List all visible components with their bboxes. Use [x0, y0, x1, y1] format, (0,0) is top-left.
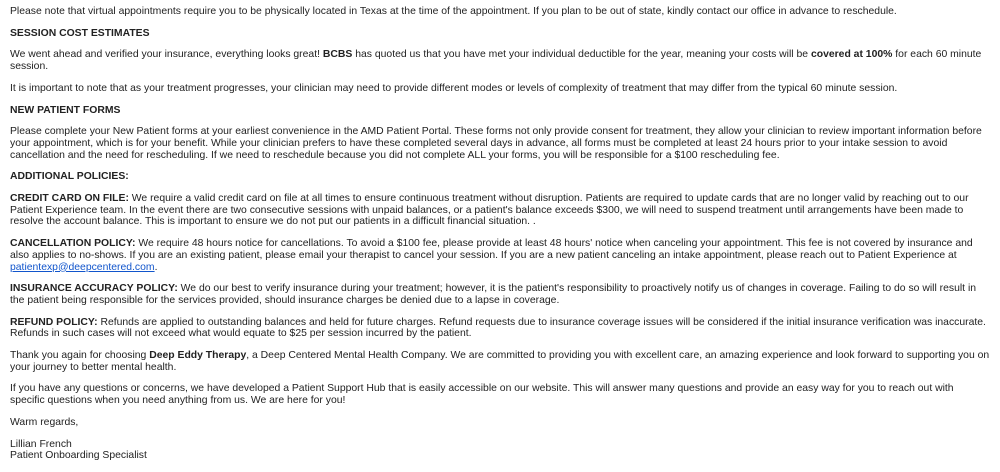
- cancellation-text: We require 48 hours notice for cancellations. To avoid a $100 fee, please provide at least 48 hours' notice when canceling your appointment. This fee is not covered by insurance and also applies to no-shows. If you are an existing patient, please email your therapist to cancel your session. If you are a new patient canceling an intake appointment, please reach out to Patient Experience at: [10, 238, 973, 261]
- thanks-text-b: , a Deep Centered Mental Health Company. We are committed to providing you with excellent care, an amazing experience and look forward to supporting you on your journey to better mental health.: [10, 350, 990, 373]
- insurance-accuracy-label: INSURANCE ACCURACY POLICY:: [10, 283, 178, 295]
- credit-card-label: CREDIT CARD ON FILE:: [10, 193, 129, 205]
- closing: Warm regards,: [10, 416, 79, 428]
- refund-policy: [10, 317, 990, 340]
- refund-text: Refunds are applied to outstanding balances and held for future charges. Refund requests due to insurance coverage issues will be considered if the initial insurance verification was inaccurate. Refunds in such cases will not exceed what would equate to $25 per session incurred by the patient.: [10, 316, 986, 340]
- session-cost-paragraph: [10, 49, 990, 72]
- insurance-accuracy-text: We do our best to verify insurance during your treatment; however, it is the patient's responsibility to proactively notify us of changes in coverage. Failing to do so will result in the patient being responsible for the services provided, should insurance charges be denied due to a lapse in coverage.: [10, 283, 977, 306]
- additional-policies-heading: ADDITIONAL POLICIES:: [10, 171, 129, 183]
- credit-card-text: We require a valid credit card on file at all times to ensure continuous treatment without disruption. Patients are required to update cards that are no longer valid by reaching out to our Patient Experience team. In the event there are two consecutive sessions with unpaid balances, or a patient's balance exceeds $300, we will need to suspend treatment until arrangements have been made to resolve the account balance. This is important to ensure we do not put our patients in a difficult financial situation. .: [10, 193, 969, 228]
- cancellation-policy: [10, 238, 990, 273]
- practice-name: Deep Eddy Therapy: [149, 350, 247, 362]
- coverage-amount: covered at 100%: [810, 49, 893, 61]
- new-patient-paragraph: Please complete your New Patient forms at your earliest convenience in the AMD Patient Portal. These forms not only provide consent for treatment, they allow your clinician to review important information before your appointment, which is for your benefit. While your clinician prefers to have these completed several days in advance, all forms must be completed at least 24 hours prior to your intake session to avoid cancellation and the need for rescheduling. If we need to reschedule because you did not complete ALL your forms, you will be responsible for a $100 rescheduling fee.: [10, 126, 982, 161]
- thanks-paragraph: [10, 350, 990, 373]
- cancellation-label: CANCELLATION POLICY:: [10, 238, 136, 250]
- signature-name: Lillian French: [10, 438, 72, 450]
- insurance-accuracy-policy: [10, 283, 990, 306]
- treatment-note-paragraph: It is important to note that as your treatment progresses, your clinician may need to provide different modes or levels of complexity of treatment that may differ from the typical 60 minute session.: [10, 82, 898, 94]
- session-cost-text-b: has quoted us that you have met your individual deductible for the year, meaning your costs will be: [352, 49, 811, 61]
- credit-card-policy: [10, 193, 990, 228]
- support-paragraph: If you have any questions or concerns, we have developed a Patient Support Hub that is easily accessible on our website. This will answer many questions and provide an easy way for you to reach out with specific questions when you need anything from us. We are here for you!: [10, 383, 954, 407]
- new-patient-heading: NEW PATIENT FORMS: [10, 104, 121, 116]
- patient-experience-email-link[interactable]: patientexp@deepcentered.com: [10, 261, 155, 273]
- thanks-text-a: Thank you again for choosing: [10, 350, 150, 362]
- session-cost-text-a: We went ahead and verified your insurance, everything looks great!: [10, 49, 323, 61]
- signature: [10, 439, 990, 462]
- session-cost-text-c: for each 60 minute session.: [10, 49, 982, 73]
- cancellation-end: .: [154, 261, 158, 273]
- signature-title: Patient Onboarding Specialist: [10, 450, 147, 462]
- intro-paragraph: Please note that virtual appointments require you to be physically located in Texas at the time of the appointment. If you plan to be out of state, kindly contact our office in advance to reschedule.: [10, 6, 897, 17]
- session-cost-heading: SESSION COST ESTIMATES: [10, 27, 150, 39]
- refund-label: REFUND POLICY:: [10, 316, 98, 328]
- insurer-name: BCBS: [322, 49, 353, 61]
